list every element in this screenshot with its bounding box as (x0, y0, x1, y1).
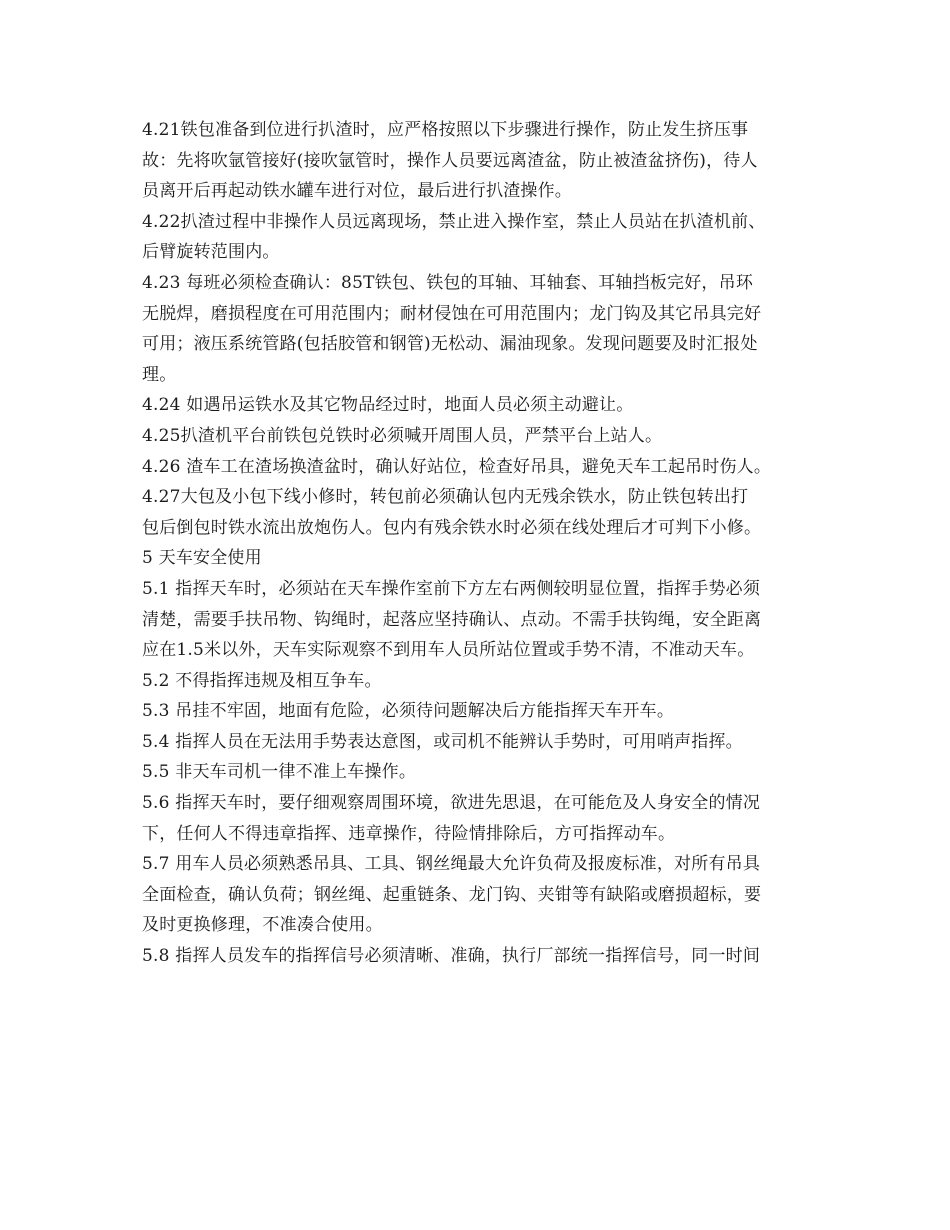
text-line: 5.8 指挥人员发车的指挥信号必须清晰、准确，执行厂部统一指挥信号，同一时间 (142, 946, 761, 967)
text-line: 后臂旋转范围内。 (142, 242, 280, 263)
text-line: 理。 (142, 364, 177, 385)
text-line: 全面检查，确认负荷；钢丝绳、起重链条、龙门钩、夹钳等有缺陷或磨损超标，要 (142, 884, 762, 905)
text-line: 4.24 如遇吊运铁水及其它物品经过时，地面人员必须主动避让。 (142, 395, 634, 416)
text-line: 4.27大包及小包下线小修时，转包前必须确认包内无残余铁水，防止铁包转出打 (142, 487, 749, 508)
text-line: 4.22扒渣过程中非操作人员远离现场，禁止进入操作室，禁止人员站在扒渣机前、 (142, 211, 766, 232)
text-line: 可用；液压系统管路(包括胶管和钢管)无松动、漏油现象。发现问题要及时汇报处 (142, 334, 758, 355)
text-line: 5.3 吊挂不牢固，地面有危险，必须待问题解决后方能指挥天车开车。 (142, 701, 675, 722)
text-line: 4.25扒渣机平台前铁包兑铁时必须喊开周围人员，严禁平台上站人。 (142, 425, 663, 446)
text-line: 员离开后再起动铁水罐车进行对位，最后进行扒渣操作。 (142, 181, 572, 202)
text-line: 应在1.5米以外，天车实际观察不到用车人员所站位置或手势不清，不准动天车。 (142, 640, 755, 661)
text-line: 5.2 不得指挥违规及相互争车。 (142, 670, 382, 691)
section-heading: 5 天车安全使用 (142, 548, 262, 569)
text-line: 及时更换修理，不准凑合使用。 (142, 915, 383, 936)
text-line: 下，任何人不得违章指挥、违章操作，待险情排除后，方可指挥动车。 (142, 823, 676, 844)
text-line: 清楚，需要手扶吊物、钩绳时，起落应坚持确认、点动。不需手扶钩绳，安全距离 (142, 609, 762, 630)
text-line: 4.21铁包准备到位进行扒渣时，应严格按照以下步骤进行操作，防止发生挤压事 (142, 120, 749, 140)
text-line: 4.23 每班必须检查确认：85T铁包、铁包的耳轴、耳轴套、耳轴挡板完好，吊环 (142, 272, 754, 293)
text-line: 5.4 指挥人员在无法用手势表达意图，或司机不能辨认手势时，可用哨声指挥。 (142, 731, 743, 752)
text-line: 5.6 指挥天车时，要仔细观察周围环境，欲进先思退，在可能危及人身安全的情况 (142, 793, 761, 814)
text-line: 5.5 非天车司机一律不准上车操作。 (142, 762, 417, 783)
text-line: 包后倒包时铁水流出放炮伤人。包内有残余铁水时必须在线处理后才可判下小修。 (142, 517, 762, 538)
text-line: 无脱焊，磨损程度在可用范围内；耐材侵蚀在可用范围内；龙门钩及其它吊具完好 (142, 303, 762, 324)
text-line: 4.26 渣车工在渣场换渣盆时，确认好站位，检查好吊具，避免天车工起吊时伤人。 (142, 456, 772, 477)
text-line: 5.1 指挥天车时，必须站在天车操作室前下方左右两侧较明显位置，指挥手势必须 (142, 578, 761, 599)
text-line: 故：先将吹氩管接好(接吹氩管时，操作人员要远离渣盆，防止被渣盆挤伤)，待人 (142, 150, 758, 171)
document-body (142, 115, 812, 972)
text-line: 5.7 用车人员必须熟悉吊具、工具、钢丝绳最大允许负荷及报废标准，对所有吊具 (142, 854, 761, 875)
